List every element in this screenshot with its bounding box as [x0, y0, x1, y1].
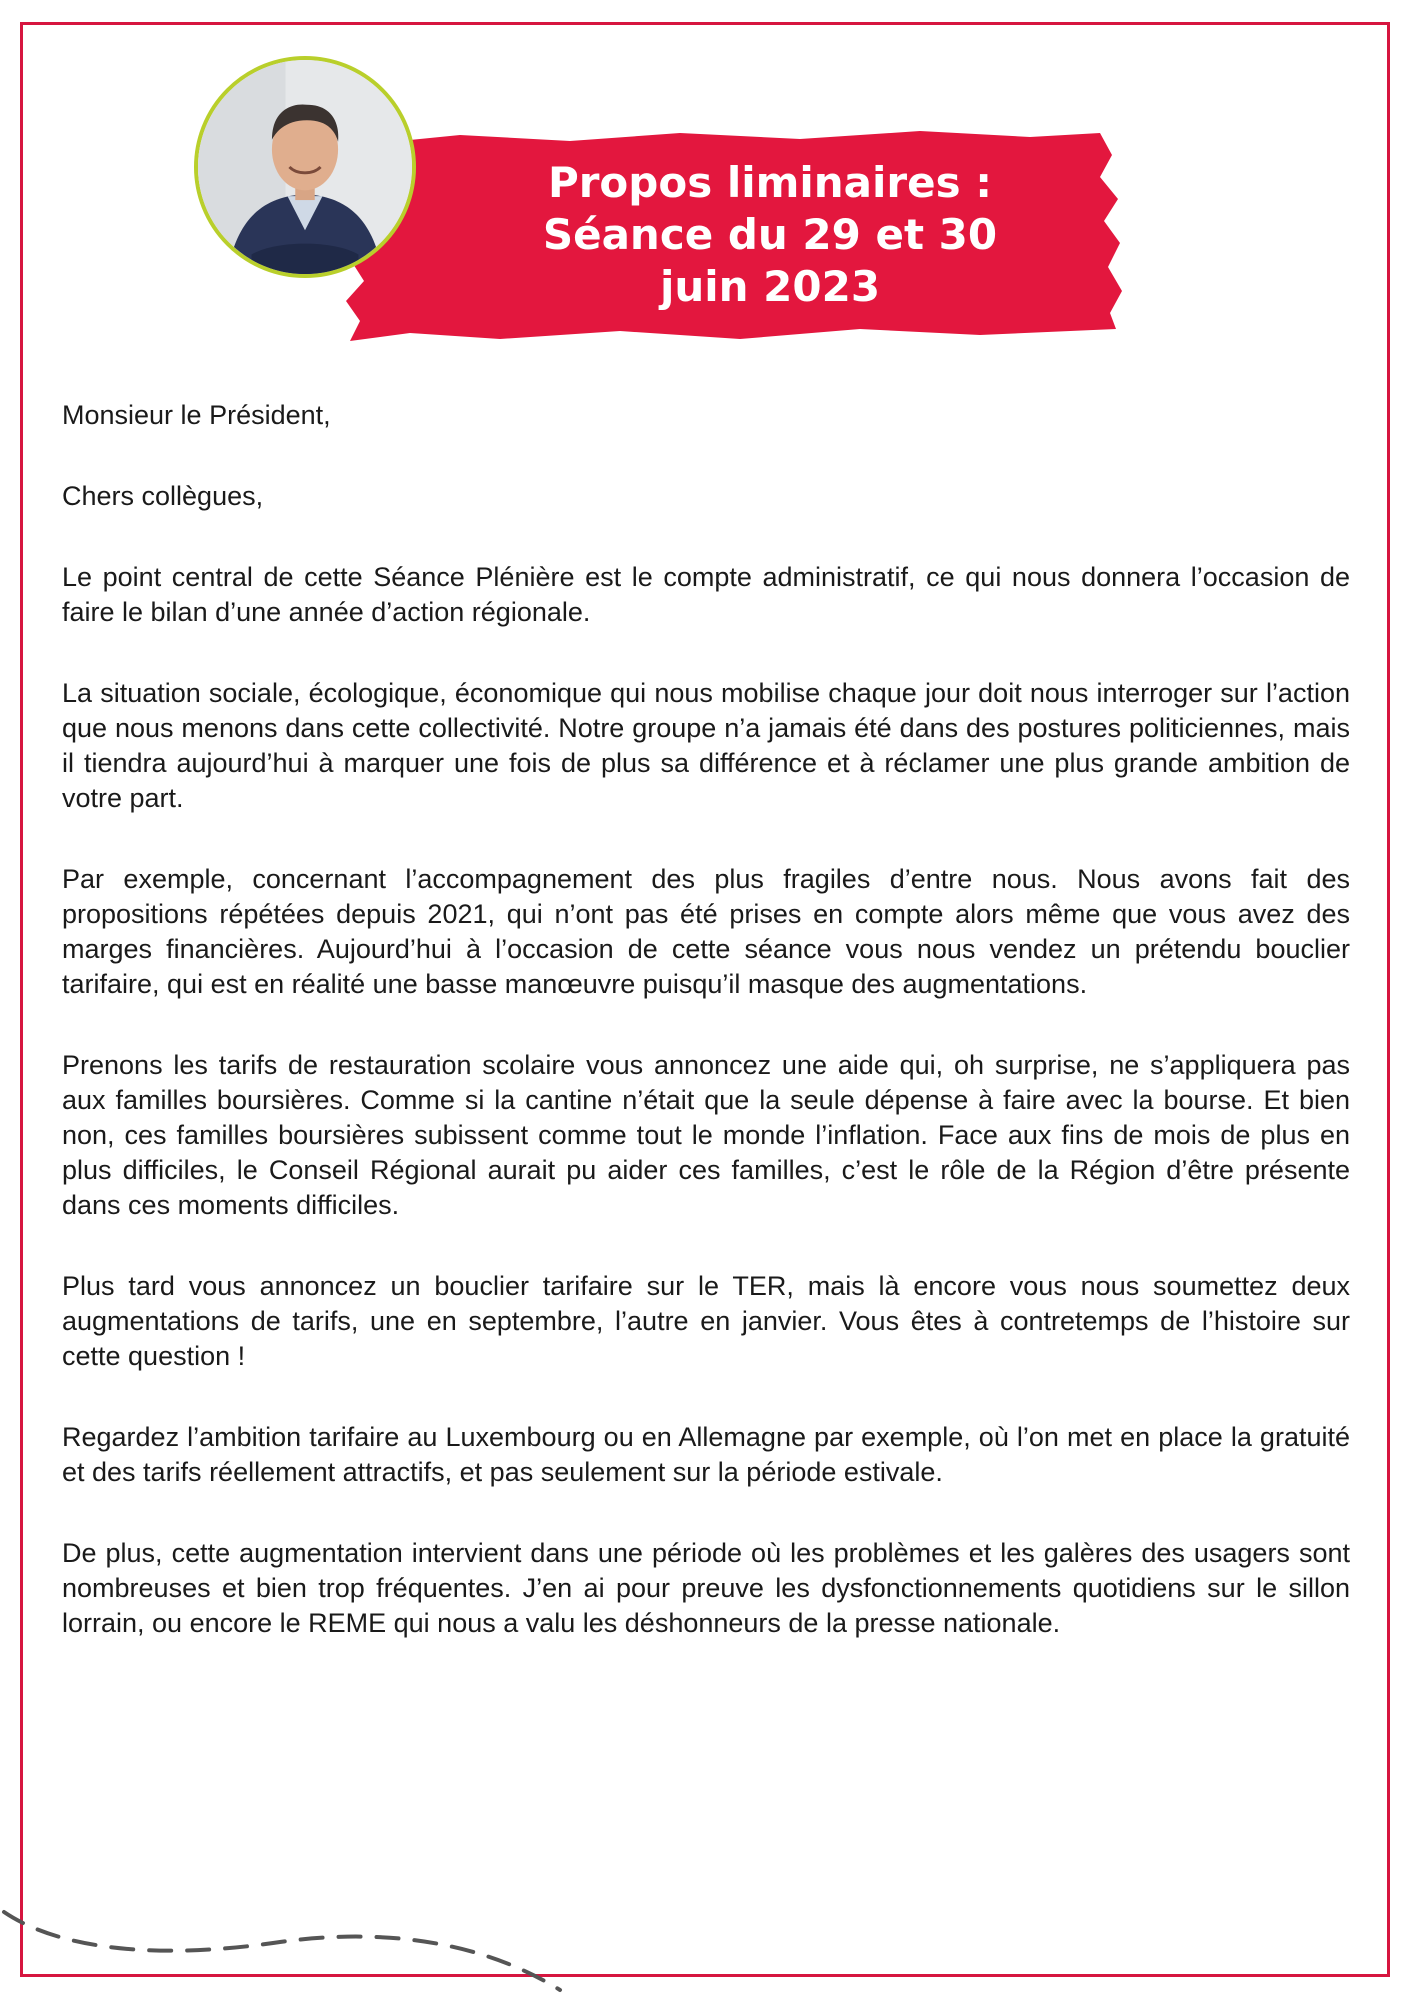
- decorative-dashed-curve: [0, 1890, 600, 2000]
- paragraph-5: Plus tard vous annoncez un bouclier tarifaire sur le TER, mais là encore vous nous soumettez deux augmentations de tarifs, une en septembre, l’autre en janvier. Vous êtes à contretemps de l’histoire sur cette question !: [62, 1271, 1350, 1371]
- greeting: Chers collègues,: [62, 481, 264, 511]
- title-line-1: Propos liminaires :: [547, 158, 993, 207]
- title-line-3: juin 2023: [659, 262, 881, 311]
- portrait-photo: [194, 56, 416, 278]
- person-portrait-icon: [198, 60, 412, 274]
- paragraph-7: De plus, cette augmentation intervient dans une période où les problèmes et les galères des usagers sont nombreuses et bien trop fréquentes. J’en ai pour preuve les dysfonctionnements quotidiens sur le sillon lorrain, ou encore le REME qui nous a valu les déshonneurs de la presse nationale.: [62, 1538, 1350, 1638]
- paragraph-2: La situation sociale, écologique, économique qui nous mobilise chaque jour doit nous interroger sur l’action que nous menons dans cette collectivité. Notre groupe n’a jamais été dans des postures politiciennes, mais il tiendra aujourd’hui à marquer une fois de plus sa différence et à réclamer une plus grande ambition de votre part.: [62, 678, 1350, 813]
- salutation: Monsieur le Président,: [62, 400, 331, 430]
- paragraph-3: Par exemple, concernant l’accompagnement des plus fragiles d’entre nous. Nous avons fait des propositions répétées depuis 2021, qui n’ont pas été prises en compte alors même que vous avez des marges financières. Aujourd’hui à l’occasion de cette séance vous nous vendez un prétendu bouclier tarifaire, qui est en réalité une basse manœuvre puisqu’il masque des augmentations.: [62, 864, 1350, 999]
- paragraph-1: Le point central de cette Séance Plénière est le compte administratif, ce qui nous donnera l’occasion de faire le bilan d’une année d’action régionale.: [62, 562, 1350, 627]
- paragraph-6: Regardez l’ambition tarifaire au Luxembourg ou en Allemagne par exemple, où l’on met en place la gratuité et des tarifs réellement attractifs, et pas seulement sur la période estivale.: [62, 1422, 1350, 1487]
- paragraph-4: Prenons les tarifs de restauration scolaire vous annoncez une aide qui, oh surprise, ne s’appliquera pas aux familles boursières. Comme si la cantine n’était que la seule dépense à faire avec la bourse. Et bien non, ces familles boursières subissent comme tout le monde l’inflation. Face aux fins de mois de plus en plus difficiles, le Conseil Régional aurait pu aider ces familles, c’est le rôle de la Région d’être présente dans ces moments difficiles.: [62, 1050, 1350, 1220]
- title-line-2: Séance du 29 et 30: [542, 210, 998, 259]
- title-banner: [340, 125, 1130, 345]
- page-title: [410, 157, 1130, 313]
- letter-body: [62, 398, 1350, 1687]
